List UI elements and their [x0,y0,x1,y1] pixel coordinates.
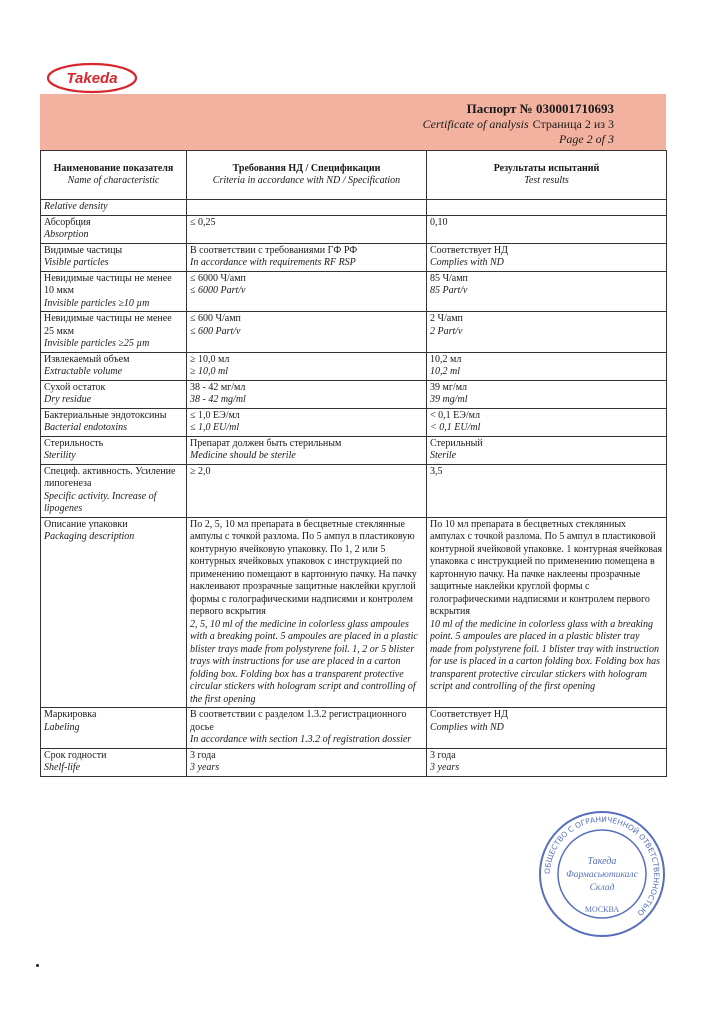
row-spec [187,708,427,749]
svg-text:ОБЩЕСТВО С ОГРАНИЧЕННОЙ ОТВЕТС: ОБЩЕСТВО С ОГРАНИЧЕННОЙ ОТВЕТСТВЕННОСТЬЮ [542,814,662,918]
row-result [427,352,667,380]
text-en: In accordance with requirements RF RSP [190,257,356,268]
text-ru: 85 Ч/амп [430,272,468,284]
text-en: Visible particles [44,257,109,268]
row-spec [187,312,427,353]
col-spec: Требования НД / Спецификации Criteria in accordance with ND / Specification [187,151,427,200]
text-ru: Видимые частицы [44,244,123,256]
text-en: 10,2 ml [430,366,460,377]
row-result [427,517,667,708]
text-ru: Препарат должен быть стерильным [190,437,342,449]
text-ru: 39 мг/мл [430,381,468,393]
text-en: Medicine should be sterile [190,450,296,461]
text-en: Extractable volume [44,366,123,377]
row-spec [187,200,427,216]
text-ru: 3 года [190,749,216,761]
text-ru: < 0,1 ЕЭ/мл [430,409,480,421]
text-ru: ≤ 1,0 ЕЭ/мл [190,409,240,421]
text-en: 85 Part/v [430,285,468,296]
certificate-table [40,150,667,777]
svg-text:Такеда: Такеда [587,856,617,867]
row-result [427,243,667,271]
text-en: 3 years [190,762,220,773]
row-result [427,436,667,464]
row-result [427,380,667,408]
text-en: Bacterial endotoxins [44,422,128,433]
certificate-line [423,117,614,132]
text-en: Complies with ND [430,257,504,268]
row-spec [187,408,427,436]
text-ru: Маркировка [44,709,97,720]
text-en: 2 Part/v [430,325,463,337]
svg-text:МОСКВА: МОСКВА [584,905,620,914]
row-result [427,200,667,216]
row-spec [187,215,427,243]
text-en: < 0,1 EU/ml [430,422,481,433]
text-ru: Абсорбция [44,216,91,228]
text-ru: ≤ 600 Ч/амп [190,313,241,324]
row-spec [187,380,427,408]
table-row [41,408,667,436]
text-ru: 3,5 [430,465,443,477]
row-name [41,271,187,312]
row-name [41,464,187,517]
row-name [41,200,187,216]
text-ru: 38 - 42 мг/мл [190,381,246,393]
text-en: 3 years [430,762,460,773]
table-row [41,464,667,517]
text-en: Sterile [430,450,457,461]
text-ru: ≤ 0,25 [190,216,216,228]
text-ru: Стерильный [430,437,483,449]
row-name [41,517,187,708]
table-row [41,271,667,312]
text-ru: 0,10 [430,216,448,228]
text-ru: Стерильность [44,437,104,449]
text-en: 38 - 42 mg/ml [190,394,246,405]
text-en: Relative density [44,201,108,212]
text-en: 39 mg/ml [430,394,468,405]
text-ru: Извлекаемый объем [44,353,130,365]
row-name [41,312,187,353]
svg-text:Фармасьютикалс: Фармасьютикалс [566,870,638,880]
text-ru: В соответствии с разделом 1.3.2 регистрационного досье [190,709,407,733]
svg-text:Склад: Склад [589,883,615,893]
text-ru: Сухой остаток [44,381,106,393]
text-ru: 10,2 мл [430,353,462,365]
text-ru: Специф. активность. Усиление липогенеза [44,465,176,489]
col-name: Наименование показателя Name of characteristic [41,151,187,200]
table-row [41,243,667,271]
text-ru: Описание упаковки [44,518,128,530]
text-en: Complies with ND [430,721,504,733]
row-name [41,436,187,464]
row-name [41,380,187,408]
text-en: Shelf-life [44,762,81,773]
text-en: Specific activity. Increase of lipogenes [44,490,157,514]
row-name [41,748,187,776]
table-row [41,380,667,408]
row-spec [187,271,427,312]
text-ru: Соответствует НД [430,244,508,256]
text-en: Labeling [44,721,80,733]
row-spec [187,517,427,708]
text-en: Absorption [44,229,89,240]
text-ru: ≤ 6000 Ч/амп [190,272,246,284]
table-header [41,151,667,200]
row-spec [187,436,427,464]
cert-label: Certificate of analysis [422,117,529,131]
text-ru: Срок годности [44,749,107,761]
header-band [40,94,666,150]
col-results: Результаты испытаний Test results [427,151,667,200]
text-ru: 3 года [430,749,456,761]
text-ru: В соответствии с требованиями ГФ РФ [190,244,358,256]
row-result [427,464,667,517]
text-en: Invisible particles ≥25 µm [44,338,150,349]
text-ru: ≥ 10,0 мл [190,353,230,365]
row-result [427,215,667,243]
text-ru: По 2, 5, 10 мл препарата в бесцветные стеклянные ампулы с точкой разлома. По 5 ампул в пластиковую контурную ячейковую упаковку. По 1, 2 или 5 контурных ячейковых упаковок с инструкцией по применению помещают в картонную пачку. На пачку наклеивают прозрачные защитные наклейки круглой формы с голографическими надписями и контролем первого вскрытия [190,518,417,617]
text-ru: 2 Ч/амп [430,313,463,324]
text-en: ≥ 10,0 ml [190,366,228,377]
text-ru: Невидимые частицы не менее 10 мкм [44,272,172,296]
row-name [41,243,187,271]
company-stamp [536,808,668,940]
table-row [41,748,667,776]
row-result [427,312,667,353]
text-ru: Невидимые частицы не менее 25 мкм [44,313,172,337]
text-en: Dry residue [44,394,92,405]
row-spec [187,352,427,380]
page-ru: Страница 2 из 3 [532,117,614,131]
takeda-logo [46,62,138,94]
row-result [427,408,667,436]
text-ru: ≥ 2,0 [190,465,211,477]
text-en: Sterility [44,450,76,461]
row-spec [187,243,427,271]
row-result [427,271,667,312]
text-en: Packaging description [44,531,135,542]
text-en: Invisible particles ≥10 µm [44,297,150,309]
table-row [41,436,667,464]
row-result [427,748,667,776]
row-name [41,408,187,436]
page-en: Page 2 of 3 [559,132,614,146]
row-name [41,708,187,749]
text-en: ≤ 1,0 EU/ml [190,422,240,433]
text-en: In accordance with section 1.3.2 of registration dossier [190,734,412,745]
text-ru: По 10 мл препарата в бесцветных стеклянных ампулах с точкой разлома. По 5 ампул в пластиковой контурной ячейковой упаковке. 1 контурная ячейковая упаковка с инструкцией по применению помещена в картонную пачку. На пачке наклеены прозрачные защитные наклейки круглой формы с голографическими надписями и контролем первого вскрытия [430,518,663,617]
table-row [41,352,667,380]
row-spec [187,464,427,517]
text-en: 10 ml of the medicine in colorless glass with a breaking point. 5 ampoules are placed in a plastic blister tray made from polystyrene foil. 1 blister tray with instruction for use is placed in a carton folding box. Folding box has transparent protective circular stickers with hologram script and controlling of the first opening [430,618,660,692]
passport-number: Паспорт № 030001710693 [466,101,614,116]
text-ru: Бактериальные эндотоксины [44,409,167,421]
table-row [41,708,667,749]
text-en: ≤ 6000 Part/v [190,285,246,296]
table-row [41,215,667,243]
text-en: 2, 5, 10 ml of the medicine in colorless glass ampoules with a breaking point. 5 ampoules are placed in a plastic blister trays made from polystyrene foil. 1, 2 or 5 blister trays with instructions for use are placed in a carton folding box. Folding box has a transparent protective circular stickers with hologram script and controlling of the first opening [190,618,418,705]
row-name [41,215,187,243]
svg-text:Takeda: Takeda [66,70,118,87]
table-row [41,312,667,353]
text-en: ≤ 600 Part/v [190,325,241,337]
row-name [41,352,187,380]
row-spec [187,748,427,776]
table-row [41,200,667,216]
table-row [41,517,667,708]
text-ru: Соответствует НД [430,709,508,720]
speck [36,964,39,967]
row-result [427,708,667,749]
